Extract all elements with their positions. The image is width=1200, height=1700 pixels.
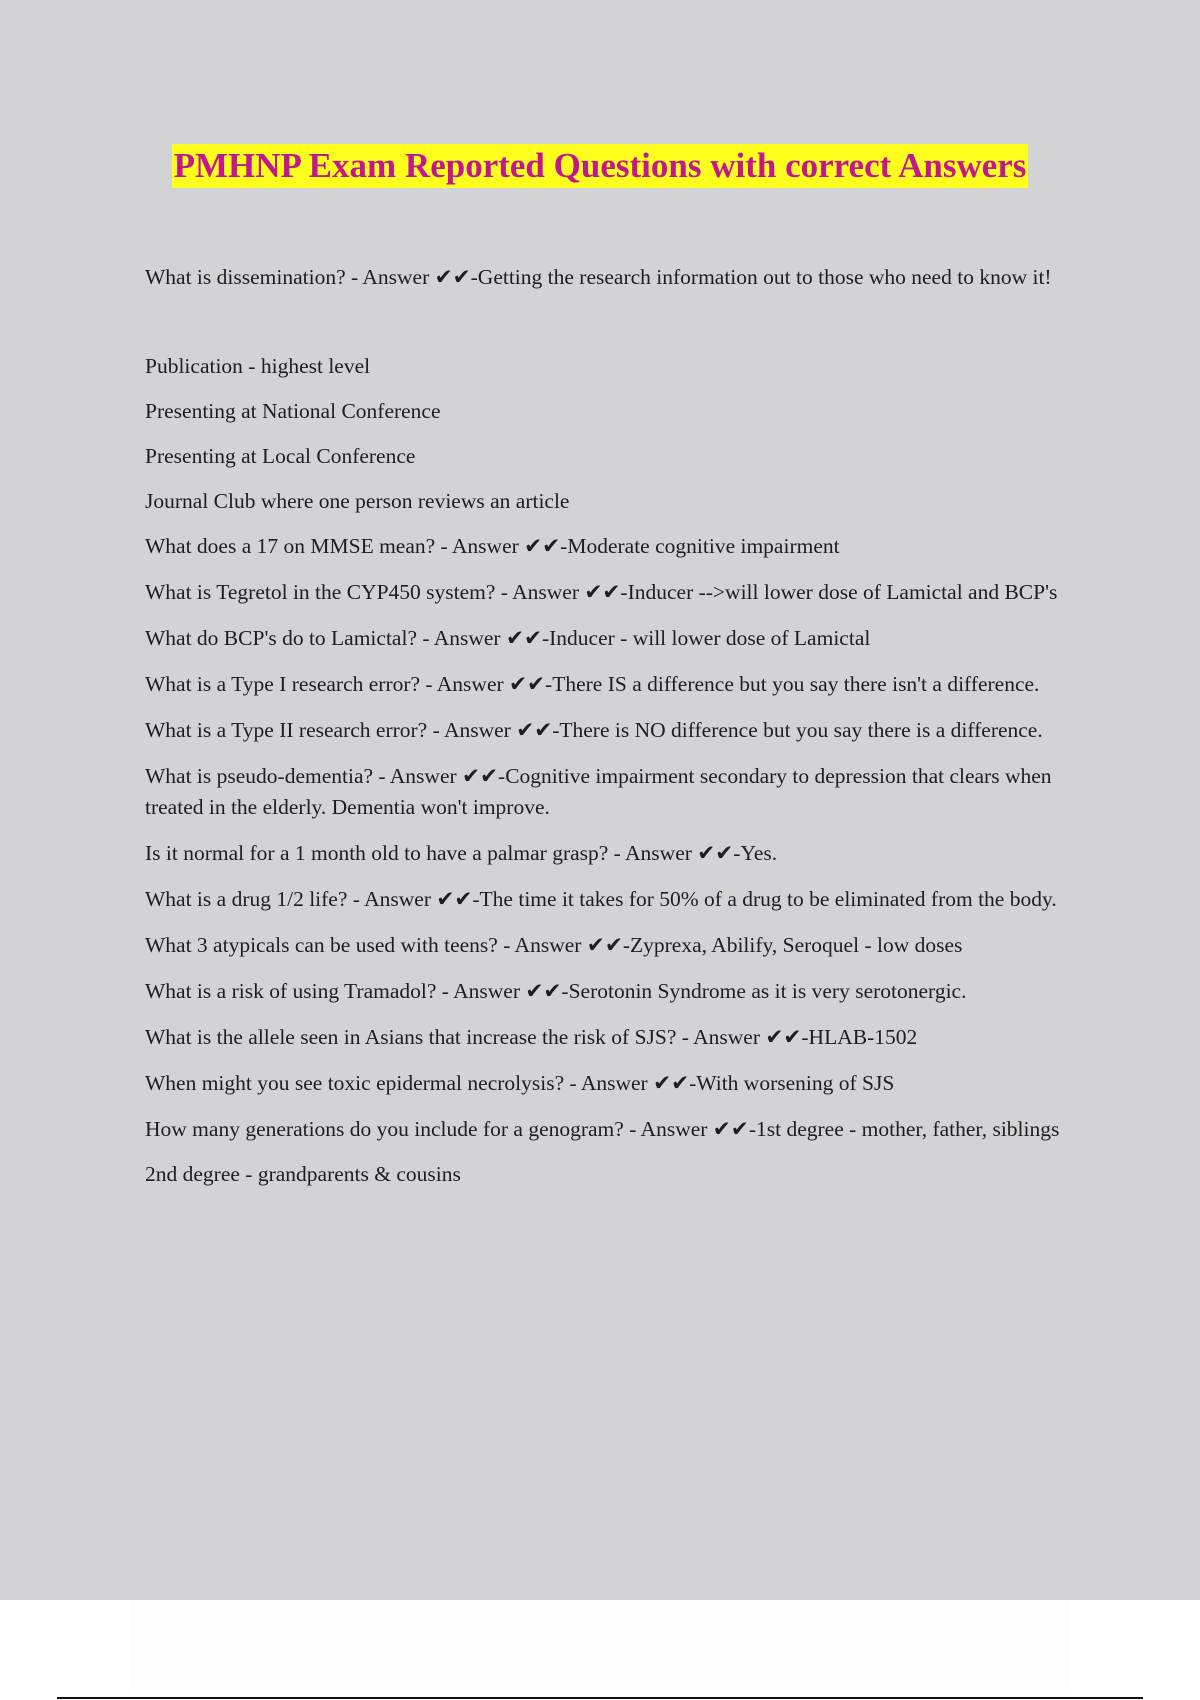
qa-item: What do BCP's do to Lamictal? - Answer ✔✔-Inducer - will lower dose of Lamictal bbox=[145, 626, 871, 650]
qa-item: What is the allele seen in Asians that increase the risk of SJS? - Answer ✔✔-HLAB-1502 bbox=[145, 1025, 918, 1049]
text-line: 2nd degree - grandparents & cousins bbox=[145, 1162, 461, 1186]
qa-item: What is a risk of using Tramadol? - Answer ✔✔-Serotonin Syndrome as it is very serotonergic. bbox=[145, 979, 967, 1003]
text-line: Publication - highest level bbox=[145, 354, 371, 378]
page-divider bbox=[57, 1697, 1143, 1699]
text-line: Presenting at Local Conference bbox=[145, 444, 416, 468]
qa-item: What 3 atypicals can be used with teens? - Answer ✔✔-Zyprexa, Abilify, Seroquel - low doses bbox=[145, 933, 963, 957]
qa-item: What is Tegretol in the CYP450 system? - Answer ✔✔-Inducer -->will lower dose of Lamictal and BCP's bbox=[145, 580, 1058, 604]
text-line: Presenting at National Conference bbox=[145, 399, 441, 423]
qa-item: What is pseudo-dementia? - Answer ✔✔-Cognitive impairment secondary to depression that clears when treated in the elderly. Dementia won't improve. bbox=[145, 764, 1052, 819]
qa-item: What does a 17 on MMSE mean? - Answer ✔✔-Moderate cognitive impairment bbox=[145, 534, 840, 558]
qa-item: Is it normal for a 1 month old to have a palmar grasp? - Answer ✔✔-Yes. bbox=[145, 841, 778, 865]
document-title: PMHNP Exam Reported Questions with correct Answers bbox=[172, 144, 1029, 188]
qa-item: What is a drug 1/2 life? - Answer ✔✔-The time it takes for 50% of a drug to be eliminated from the body. bbox=[145, 887, 1057, 911]
text-line: Journal Club where one person reviews an article bbox=[145, 489, 570, 513]
qa-item: What is a Type II research error? - Answer ✔✔-There is NO difference but you say there is a difference. bbox=[145, 718, 1043, 742]
document-body bbox=[145, 262, 1085, 1190]
qa-item: When might you see toxic epidermal necrolysis? - Answer ✔✔-With worsening of SJS bbox=[145, 1071, 895, 1095]
title-container bbox=[0, 144, 1200, 188]
qa-item: What is a Type I research error? - Answer ✔✔-There IS a difference but you say there isn't a difference. bbox=[145, 672, 1040, 696]
qa-item: How many generations do you include for a genogram? - Answer ✔✔-1st degree - mother, father, siblings bbox=[145, 1117, 1060, 1141]
next-page-area bbox=[130, 1600, 1070, 1695]
qa-item: What is dissemination? - Answer ✔✔-Getting the research information out to those who need to know it! bbox=[145, 265, 1052, 289]
